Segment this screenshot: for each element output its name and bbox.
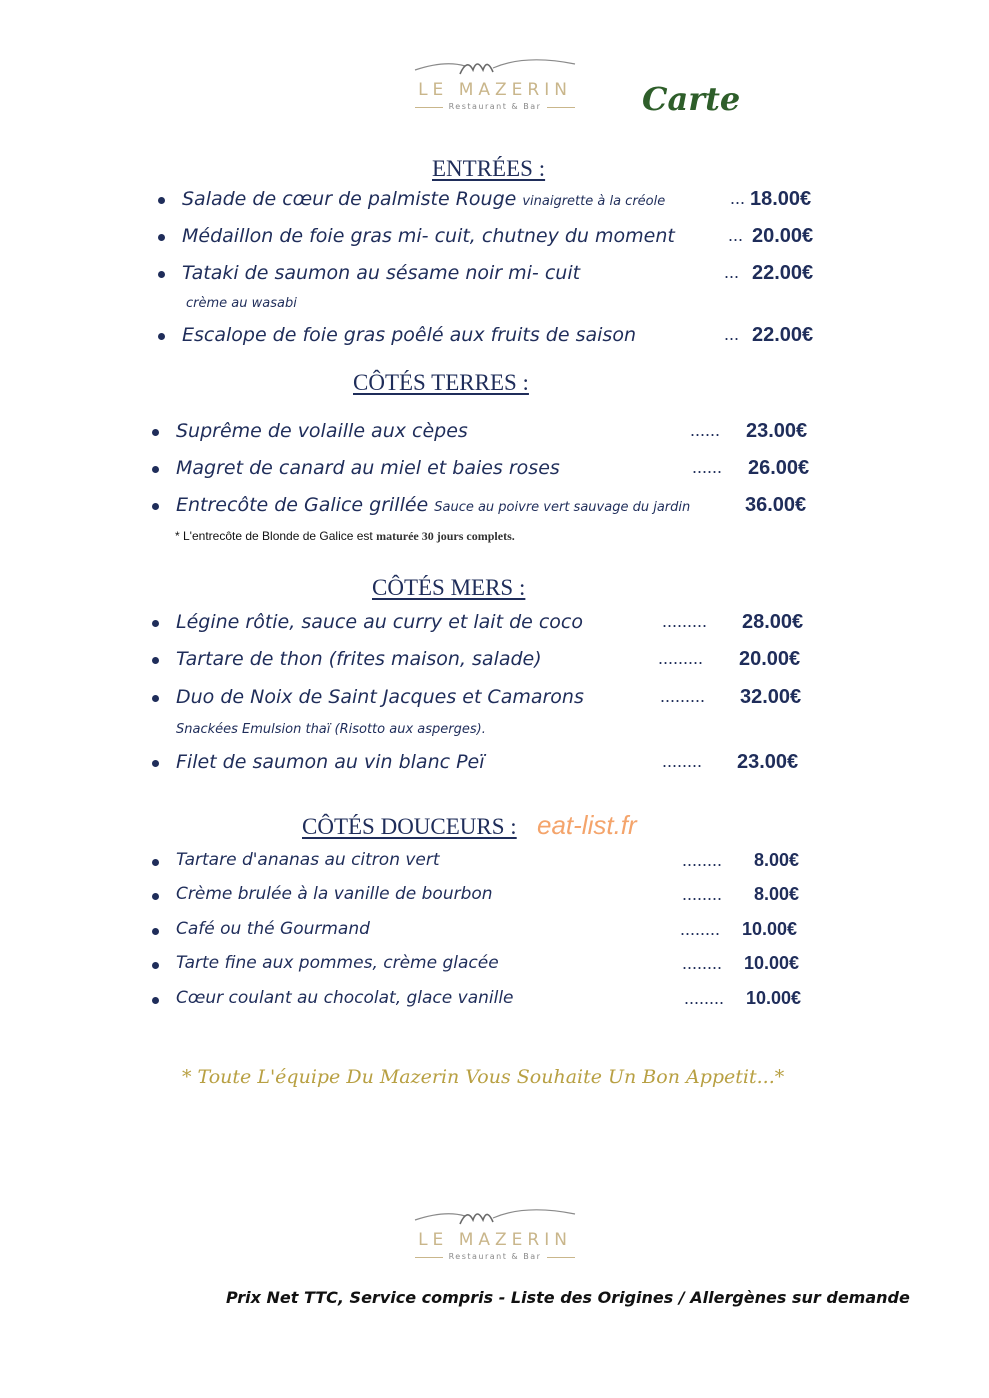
item-dots: ... [724,324,740,344]
item-dots: ........ [682,850,723,870]
note-emphasis: maturée 30 jours complets. [376,529,515,543]
menu-item [152,686,832,716]
bullet-dot-icon [152,859,159,866]
menu-item [152,420,832,450]
item-dots: ........ [682,884,723,904]
bullet-dot-icon [158,197,165,204]
note-text: * L'entrecôte de Blonde de Galice est [175,529,373,543]
item-price: 8.00€ [754,884,800,904]
menu-item [152,884,832,914]
item-dots: ......... [658,648,704,668]
bon-appetit-message: * Toute L'équipe Du Mazerin Vous Souhaite Un Bon Appetit...* [182,1066,785,1088]
menu-item [152,611,832,641]
logo-subtitle: Restaurant & Bar [448,102,542,111]
item-dots: ........ [680,919,721,939]
bullet-dot-icon [152,657,159,664]
item-name: Tarte fine aux pommes, crème glacée [176,953,499,973]
item-price: 10.00€ [746,988,802,1008]
item-name: Magret de canard au miel et baies roses [176,457,560,479]
menu-item [152,850,832,880]
item-name: Tartare de thon (frites maison, salade) [176,648,542,670]
footer-price-note: Prix Net TTC, Service compris - Liste des Origines / Allergènes sur demande [226,1288,910,1307]
bullet-dot-icon [152,503,159,510]
item-name: Tataki de saumon au sésame noir mi- cuit [182,262,581,284]
item-price: 10.00€ [744,953,800,973]
menu-item [158,262,838,292]
menu-item [152,988,832,1018]
logo-brand: LE MAZERIN [418,80,572,100]
item-dots: ........ [662,751,703,771]
item-dots: ........ [682,953,723,973]
menu-item [158,188,838,218]
item-detail: vinaigrette à la créole [522,194,666,209]
item-name: Médaillon de foie gras mi- cuit, chutney du moment [182,225,675,247]
item-name: Légine rôtie, sauce au curry et lait de coco [176,611,583,633]
bullet-dot-icon [152,928,159,935]
bullet-dot-icon [152,962,159,969]
item-subline: crème au wasabi [186,296,297,311]
menu-item [152,751,832,781]
item-price: 8.00€ [754,850,800,870]
item-dots: ...... [692,457,723,477]
bullet-dot-icon [152,620,159,627]
bullet-dot-icon [152,997,159,1004]
carte-title: Carte [642,80,741,118]
item-dots: ... [730,188,746,208]
item-name: Entrecôte de Galice grillée [176,494,429,516]
menu-item [152,494,832,524]
item-price: 10.00€ [742,919,798,939]
item-price: 20.00€ [739,648,801,670]
item-name: Duo de Noix de Saint Jacques et Camarons [176,686,584,708]
bullet-dot-icon [158,271,165,278]
item-name: Crème brulée à la vanille de bourbon [176,884,493,904]
item-price: 18.00€ [750,188,812,210]
item-price: 28.00€ [742,611,804,633]
bullet-dot-icon [152,695,159,702]
item-dots: ... [728,225,744,245]
item-price: 23.00€ [737,751,799,773]
item-subline: Snackées Emulsion thaï (Risotto aux asperges). [176,722,486,737]
logo-bottom [405,1202,585,1272]
heading-terres: CÔTÉS TERRES : [353,370,529,395]
item-price: 26.00€ [748,457,810,479]
item-name: Escalope de foie gras poêlé aux fruits de saison [182,324,636,346]
item-price: 36.00€ [745,494,807,516]
item-dots: ......... [662,611,708,631]
watermark: eat-list.fr [537,810,637,840]
bullet-dot-icon [152,466,159,473]
item-name: Cœur coulant au chocolat, glace vanille [176,988,514,1008]
menu-item [158,324,838,354]
logo-rule-right [547,1257,575,1258]
bullet-dot-icon [152,429,159,436]
item-price: 23.00€ [746,420,808,442]
item-dots: ...... [690,420,721,440]
heading-entrees: ENTRÉES : [432,156,546,181]
menu-item [152,648,832,678]
item-price: 20.00€ [752,225,814,247]
logo-subtitle: Restaurant & Bar [448,1252,542,1261]
logo-rule-right [547,107,575,108]
item-dots: ........ [684,988,725,1008]
m-monogram-icon [405,1202,585,1232]
menu-item [152,919,832,949]
menu-item [152,953,832,983]
item-name: Suprême de volaille aux cèpes [176,420,468,442]
item-name: Café ou thé Gourmand [176,919,370,939]
menu-item [158,225,838,255]
bullet-dot-icon [158,234,165,241]
item-detail: Sauce au poivre vert sauvage du jardin [434,500,691,515]
item-price: 22.00€ [752,324,814,346]
item-name: Salade de cœur de palmiste Rouge [182,188,517,210]
bullet-dot-icon [152,893,159,900]
m-monogram-icon [405,52,585,82]
item-dots: ......... [660,686,706,706]
item-name: Filet de saumon au vin blanc Peï [176,751,485,773]
item-price: 22.00€ [752,262,814,284]
bullet-dot-icon [152,760,159,767]
heading-douceurs: CÔTÉS DOUCEURS : [302,814,517,839]
menu-item [152,457,832,487]
item-name: Tartare d'ananas au citron vert [176,850,440,870]
entrecote-note [175,529,515,544]
logo-top [405,52,585,122]
logo-brand: LE MAZERIN [418,1230,572,1250]
bullet-dot-icon [158,333,165,340]
item-price: 32.00€ [740,686,802,708]
item-dots: ... [724,262,740,282]
heading-mers: CÔTÉS MERS : [372,575,526,600]
